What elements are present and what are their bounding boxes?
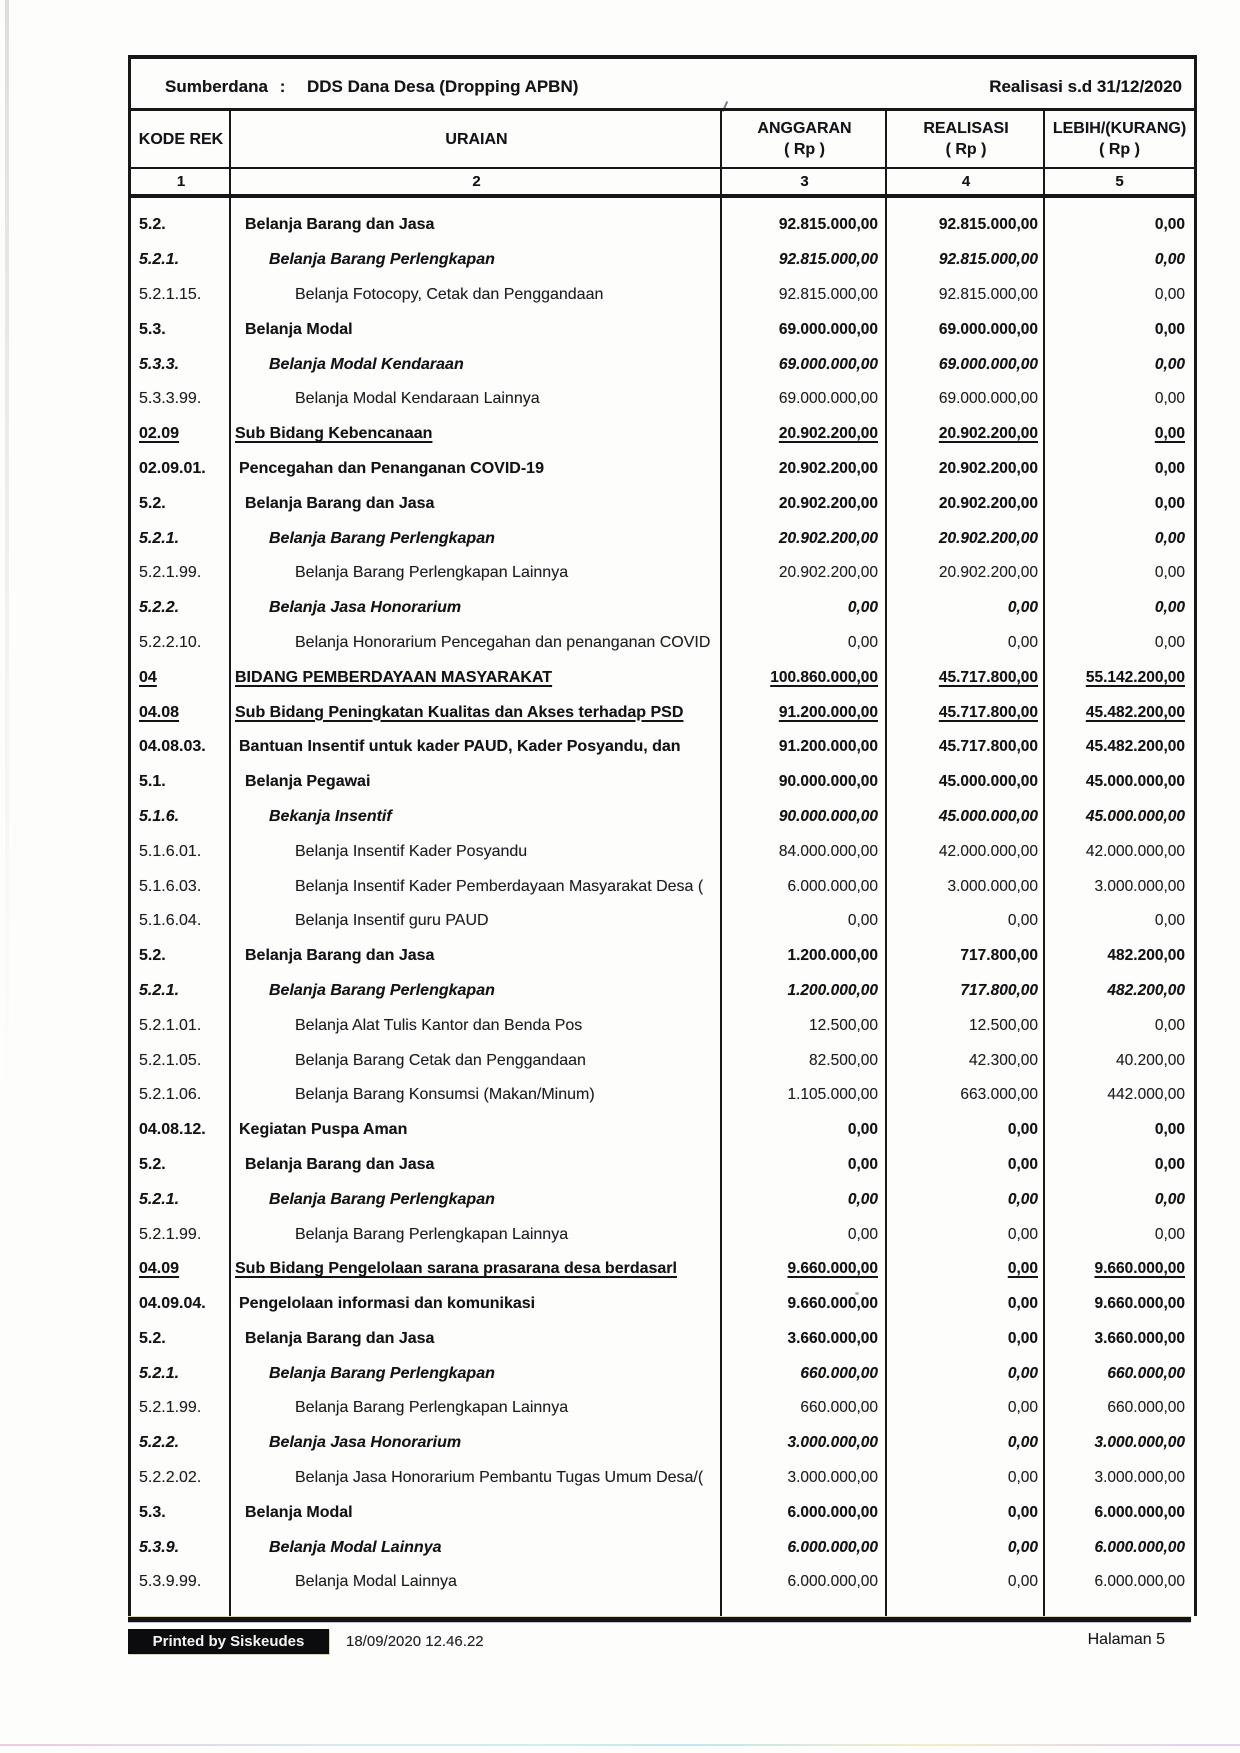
uraian-cell: BIDANG PEMBERDAYAAN MASYARAKAT [235, 668, 553, 686]
kode-rek-cell: 5.2.1. [139, 1364, 180, 1382]
realisasi-cell: 0,00 [1007, 1399, 1038, 1417]
lebih-kurang-cell: 0,00 [1154, 564, 1185, 582]
table-row [131, 208, 1194, 243]
uraian-cell: Pencegahan dan Penanganan COVID-19 [239, 459, 544, 477]
anggaran-cell: 92.815.000,00 [778, 285, 878, 303]
realisasi-cell: 20.902.200,00 [938, 494, 1038, 512]
table-row [131, 417, 1194, 452]
uraian-cell: Belanja Barang Perlengkapan [269, 1364, 495, 1382]
kode-rek-cell: 5.2. [139, 1329, 166, 1347]
anggaran-cell: 84.000.000,00 [778, 842, 878, 860]
realisasi-cell: 45.000.000,00 [938, 773, 1038, 791]
lebih-kurang-cell: 660.000,00 [1107, 1399, 1185, 1417]
table-row [131, 556, 1194, 591]
kode-rek-cell: 5.2.1. [139, 1190, 180, 1208]
lebih-kurang-cell: 0,00 [1154, 912, 1185, 930]
column-number: 1 [176, 173, 186, 190]
realisasi-cell: 3.000.000,00 [947, 877, 1038, 895]
kode-rek-cell: 04.08 [139, 703, 180, 721]
anggaran-cell: 3.000.000,00 [787, 1434, 878, 1452]
lebih-kurang-cell: 0,00 [1154, 633, 1185, 651]
column-divider [720, 111, 722, 167]
kode-rek-cell: 04.08.12. [139, 1121, 206, 1139]
table-row [131, 1391, 1194, 1426]
realisasi-cell: 0,00 [1007, 1503, 1038, 1521]
lebih-kurang-cell: 0,00 [1154, 216, 1185, 234]
realisasi-cell: 45.717.800,00 [938, 738, 1038, 756]
kode-rek-cell: 5.3. [139, 320, 166, 338]
lebih-kurang-cell: 0,00 [1154, 425, 1185, 443]
realisasi-cell: 0,00 [1007, 1155, 1038, 1173]
anggaran-cell: 0,00 [847, 1190, 878, 1208]
column-divider [229, 111, 231, 167]
uraian-cell: Belanja Barang dan Jasa [245, 947, 435, 965]
realisasi-cell: 20.902.200,00 [938, 425, 1038, 443]
table-row [131, 1043, 1194, 1078]
kode-rek-cell: 5.2.1.99. [139, 1225, 202, 1243]
table-row [131, 800, 1194, 835]
kode-rek-cell: 5.1.6.03. [139, 877, 202, 895]
anggaran-cell: 100.860.000,00 [770, 668, 878, 686]
realisasi-cell: 20.902.200,00 [938, 564, 1038, 582]
kode-rek-cell: 5.2.1.06. [139, 1086, 202, 1104]
uraian-cell: Belanja Jasa Honorarium [269, 599, 462, 617]
lebih-kurang-cell: 0,00 [1154, 1155, 1185, 1173]
table-body [128, 198, 1197, 1616]
uraian-cell: Belanja Barang Perlengkapan Lainnya [295, 1225, 569, 1243]
table-row [131, 974, 1194, 1009]
column-header-anggaran: ANGGARAN ( Rp ) [757, 120, 852, 158]
table-row [131, 1530, 1194, 1565]
table-row [131, 1356, 1194, 1391]
footer-divider-rule [128, 1617, 1191, 1622]
kode-rek-cell: 5.3.3.99. [139, 390, 202, 408]
realisasi-cell: 69.000.000,00 [938, 355, 1038, 373]
lebih-kurang-cell: 9.660.000,00 [1094, 1260, 1185, 1278]
anggaran-cell: 3.000.000,00 [787, 1469, 878, 1487]
kode-rek-cell: 5.2.2.10. [139, 633, 202, 651]
anggaran-cell: 82.500,00 [809, 1051, 878, 1069]
table-row [131, 1008, 1194, 1043]
lebih-kurang-cell: 40.200,00 [1116, 1051, 1185, 1069]
table-body-rows [131, 208, 1194, 1600]
realisasi-cell: 12.500,00 [969, 1016, 1038, 1034]
realisasi-cell: 0,00 [1007, 1538, 1038, 1556]
realisasi-cell: 92.815.000,00 [938, 216, 1038, 234]
anggaran-cell: 69.000.000,00 [778, 390, 878, 408]
lebih-kurang-cell: 45.482.200,00 [1085, 738, 1185, 756]
uraian-cell: Belanja Jasa Honorarium [269, 1434, 462, 1452]
uraian-cell: Belanja Modal Kendaraan [269, 355, 464, 373]
table-row [131, 591, 1194, 626]
kode-rek-cell: 04.09 [139, 1260, 180, 1278]
uraian-cell: Belanja Insentif guru PAUD [295, 912, 489, 930]
realisasi-cell: 0,00 [1007, 599, 1038, 617]
lebih-kurang-cell: 0,00 [1154, 1190, 1185, 1208]
kode-rek-cell: 5.2.1.01. [139, 1016, 202, 1034]
lebih-kurang-cell: 42.000.000,00 [1085, 842, 1185, 860]
lebih-kurang-cell: 0,00 [1154, 459, 1185, 477]
uraian-cell: Bantuan Insentif untuk kader PAUD, Kader Posyandu, dan [239, 738, 681, 756]
column-divider [1043, 111, 1045, 167]
uraian-cell: Belanja Barang Perlengkapan [269, 981, 495, 999]
anggaran-cell: 20.902.200,00 [778, 564, 878, 582]
table-row [131, 1148, 1194, 1183]
realisasi-cell: 20.902.200,00 [938, 529, 1038, 547]
uraian-cell: Belanja Modal [245, 320, 353, 338]
anggaran-cell: 69.000.000,00 [778, 320, 878, 338]
realisasi-cell: 0,00 [1007, 912, 1038, 930]
anggaran-cell: 6.000.000,00 [787, 1503, 878, 1521]
realisasi-cell: 45.717.800,00 [938, 703, 1038, 721]
table-row [131, 1182, 1194, 1217]
uraian-cell: Sub Bidang Pengelolaan sarana prasarana desa berdasarl [235, 1260, 677, 1278]
lebih-kurang-cell: 0,00 [1154, 1121, 1185, 1139]
lebih-kurang-cell: 3.000.000,00 [1094, 1469, 1185, 1487]
realisasi-cell: 69.000.000,00 [938, 390, 1038, 408]
lebih-kurang-cell: 3.000.000,00 [1094, 877, 1185, 895]
lebih-kurang-cell: 0,00 [1154, 1225, 1185, 1243]
anggaran-cell: 1.200.000,00 [787, 947, 878, 965]
kode-rek-cell: 02.09.01. [139, 459, 206, 477]
kode-rek-cell: 5.2. [139, 216, 166, 234]
table-row [131, 1495, 1194, 1530]
kode-rek-cell: 5.3.3. [139, 355, 180, 373]
column-number-band [128, 169, 1197, 198]
column-header-realisasi: REALISASI ( Rp ) [923, 120, 1009, 158]
kode-rek-cell: 5.1.6.01. [139, 842, 202, 860]
lebih-kurang-cell: 55.142.200,00 [1085, 668, 1185, 686]
kode-rek-cell: 5.2. [139, 494, 166, 512]
kode-rek-cell: 5.2.1.15. [139, 285, 202, 303]
uraian-cell: Belanja Barang dan Jasa [245, 494, 435, 512]
realisasi-cell: 717.800,00 [960, 947, 1038, 965]
kode-rek-cell: 5.2.2. [139, 599, 180, 617]
lebih-kurang-cell: 660.000,00 [1107, 1364, 1185, 1382]
realisasi-cell: 663.000,00 [960, 1086, 1038, 1104]
uraian-cell: Belanja Honorarium Pencegahan dan penanganan COVID [295, 633, 711, 651]
kode-rek-cell: 5.1.6.04. [139, 912, 202, 930]
lebih-kurang-cell: 45.482.200,00 [1085, 703, 1185, 721]
table-row [131, 904, 1194, 939]
table-row [131, 660, 1194, 695]
lebih-kurang-cell: 0,00 [1154, 1016, 1185, 1034]
realisasi-cell: 0,00 [1007, 1121, 1038, 1139]
uraian-cell: Belanja Modal Lainnya [295, 1573, 457, 1591]
lebih-kurang-cell: 482.200,00 [1107, 981, 1185, 999]
table-row [131, 1322, 1194, 1357]
table-row [131, 382, 1194, 417]
table-row [131, 1426, 1194, 1461]
kode-rek-cell: 5.2.1. [139, 251, 180, 269]
kode-rek-cell: 02.09 [139, 425, 180, 443]
uraian-cell: Bekanja Insentif [269, 807, 392, 825]
realisasi-cell: 42.300,00 [969, 1051, 1038, 1069]
anggaran-cell: 0,00 [847, 1155, 878, 1173]
lebih-kurang-cell: 6.000.000,00 [1094, 1573, 1185, 1591]
uraian-cell: Belanja Barang dan Jasa [245, 1155, 435, 1173]
scan-edge-artifact [5, 0, 9, 1100]
anggaran-cell: 92.815.000,00 [778, 216, 878, 234]
uraian-cell: Belanja Barang Konsumsi (Makan/Minum) [295, 1086, 595, 1104]
sumberdana-label: Sumberdana : [165, 77, 286, 96]
realisasi-cell: 0,00 [1007, 1364, 1038, 1382]
lebih-kurang-cell: 0,00 [1154, 355, 1185, 373]
realisasi-cell: 69.000.000,00 [938, 320, 1038, 338]
table-row [131, 243, 1194, 278]
column-header-kode-rek: KODE REK [138, 130, 224, 148]
uraian-cell: Belanja Modal Kendaraan Lainnya [295, 390, 540, 408]
column-divider [229, 169, 231, 194]
lebih-kurang-cell: 0,00 [1154, 529, 1185, 547]
anggaran-cell: 91.200.000,00 [778, 703, 878, 721]
anggaran-cell: 6.000.000,00 [787, 1538, 878, 1556]
kode-rek-cell: 5.2.1. [139, 981, 180, 999]
anggaran-cell: 6.000.000,00 [787, 877, 878, 895]
realisasi-cell: 92.815.000,00 [938, 251, 1038, 269]
kode-rek-cell: 5.2.1.05. [139, 1051, 202, 1069]
realisasi-cell: 0,00 [1007, 1225, 1038, 1243]
table-row [131, 486, 1194, 521]
uraian-cell: Kegiatan Puspa Aman [239, 1121, 408, 1139]
realisasi-cell: 0,00 [1007, 1260, 1038, 1278]
uraian-cell: Belanja Barang Perlengkapan Lainnya [295, 564, 569, 582]
uraian-cell: Belanja Barang Perlengkapan [269, 1190, 495, 1208]
realisasi-cell: 0,00 [1007, 1190, 1038, 1208]
column-header-uraian: URAIAN [445, 130, 508, 148]
kode-rek-cell: 5.2.2.02. [139, 1469, 202, 1487]
uraian-cell: Sub Bidang Peningkatan Kualitas dan Akses terhadap PSD [235, 703, 684, 721]
uraian-cell: Belanja Barang Perlengkapan [269, 251, 495, 269]
anggaran-cell: 20.902.200,00 [778, 494, 878, 512]
lebih-kurang-cell: 0,00 [1154, 320, 1185, 338]
anggaran-cell: 12.500,00 [809, 1016, 878, 1034]
uraian-cell: Belanja Insentif Kader Posyandu [295, 842, 528, 860]
column-divider [1043, 169, 1045, 194]
anggaran-cell: 660.000,00 [800, 1399, 878, 1417]
uraian-cell: Pengelolaan informasi dan komunikasi [239, 1295, 536, 1313]
realisasi-cell: 0,00 [1007, 1329, 1038, 1347]
uraian-cell: Belanja Barang Perlengkapan Lainnya [295, 1399, 569, 1417]
lebih-kurang-cell: 0,00 [1154, 390, 1185, 408]
kode-rek-cell: 5.2. [139, 947, 166, 965]
kode-rek-cell: 5.1. [139, 773, 166, 791]
column-header-lebih-kurang: LEBIH/(KURANG) ( Rp ) [1052, 120, 1187, 158]
uraian-cell: Belanja Fotocopy, Cetak dan Penggandaan [295, 285, 604, 303]
lebih-kurang-cell: 0,00 [1154, 494, 1185, 512]
realisasi-cell: 717.800,00 [960, 981, 1038, 999]
table-row [131, 1461, 1194, 1496]
anggaran-cell: 1.105.000,00 [787, 1086, 878, 1104]
anggaran-cell: 90.000.000,00 [778, 773, 878, 791]
lebih-kurang-cell: 482.200,00 [1107, 947, 1185, 965]
anggaran-cell: 92.815.000,00 [778, 251, 878, 269]
table-row [131, 834, 1194, 869]
table-row [131, 695, 1194, 730]
column-divider [885, 169, 887, 194]
kode-rek-cell: 5.3. [139, 1503, 166, 1521]
kode-rek-cell: 04 [139, 668, 157, 686]
kode-rek-cell: 5.1.6. [139, 807, 180, 825]
table-row [131, 1287, 1194, 1322]
uraian-cell: Belanja Barang dan Jasa [245, 216, 435, 234]
column-number: 5 [1115, 173, 1124, 190]
lebih-kurang-cell: 3.660.000,00 [1094, 1329, 1185, 1347]
table-row [131, 939, 1194, 974]
table-row [131, 1217, 1194, 1252]
anggaran-cell: 9.660.000,00 [787, 1260, 878, 1278]
column-number: 2 [472, 173, 481, 190]
lebih-kurang-cell: 6.000.000,00 [1094, 1503, 1185, 1521]
anggaran-cell: 20.902.200,00 [778, 459, 878, 477]
table-row [131, 312, 1194, 347]
uraian-cell: Belanja Modal Lainnya [269, 1538, 442, 1556]
uraian-cell: Belanja Barang dan Jasa [245, 1329, 435, 1347]
table-title-band [128, 55, 1197, 111]
sumberdana-value: DDS Dana Desa (Dropping APBN) [307, 77, 579, 96]
uraian-cell: Belanja Jasa Honorarium Pembantu Tugas Umum Desa/( [295, 1469, 704, 1487]
kode-rek-cell: 5.2.2. [139, 1434, 180, 1452]
kode-rek-cell: 5.2.1.99. [139, 564, 202, 582]
table-row [131, 765, 1194, 800]
anggaran-cell: 9.660.000,00 [787, 1295, 878, 1313]
lebih-kurang-cell: 45.000.000,00 [1085, 773, 1185, 791]
table-row [131, 626, 1194, 661]
realisasi-cell: 0,00 [1007, 1469, 1038, 1487]
lebih-kurang-cell: 6.000.000,00 [1094, 1538, 1185, 1556]
anggaran-cell: 20.902.200,00 [778, 529, 878, 547]
uraian-cell: Belanja Barang Cetak dan Penggandaan [295, 1051, 586, 1069]
printed-by-badge: Printed by Siskeudes [128, 1629, 329, 1654]
print-timestamp: 18/09/2020 12.46.22 [346, 1633, 484, 1650]
realisasi-period-label: Realisasi s.d 31/12/2020 [989, 77, 1182, 96]
anggaran-cell: 0,00 [847, 633, 878, 651]
lebih-kurang-cell: 0,00 [1154, 285, 1185, 303]
realisasi-cell: 0,00 [1007, 1573, 1038, 1591]
lebih-kurang-cell: 442.000,00 [1107, 1086, 1185, 1104]
anggaran-cell: 6.000.000,00 [787, 1573, 878, 1591]
anggaran-cell: 69.000.000,00 [778, 355, 878, 373]
anggaran-cell: 20.902.200,00 [778, 425, 878, 443]
anggaran-cell: 0,00 [847, 599, 878, 617]
table-row [131, 869, 1194, 904]
table-row [131, 1565, 1194, 1600]
uraian-cell: Belanja Pegawai [245, 773, 371, 791]
anggaran-cell: 0,00 [847, 912, 878, 930]
table-row [131, 278, 1194, 313]
uraian-cell: Belanja Modal [245, 1503, 353, 1521]
realisasi-cell: 45.717.800,00 [938, 668, 1038, 686]
kode-rek-cell: 04.08.03. [139, 738, 206, 756]
realisasi-cell: 0,00 [1007, 1434, 1038, 1452]
table-row [131, 1078, 1194, 1113]
anggaran-cell: 90.000.000,00 [778, 807, 878, 825]
lebih-kurang-cell: 0,00 [1154, 251, 1185, 269]
lebih-kurang-cell: 0,00 [1154, 599, 1185, 617]
table-row [131, 730, 1194, 765]
anggaran-cell: 660.000,00 [800, 1364, 878, 1382]
anggaran-cell: 91.200.000,00 [778, 738, 878, 756]
anggaran-cell: 3.660.000,00 [787, 1329, 878, 1347]
column-divider [720, 169, 722, 194]
table-row [131, 347, 1194, 382]
uraian-cell: Sub Bidang Kebencanaan [235, 425, 433, 443]
kode-rek-cell: 04.09.04. [139, 1295, 206, 1313]
kode-rek-cell: 5.2. [139, 1155, 166, 1173]
budget-realization-table [128, 55, 1197, 1616]
uraian-cell: Belanja Alat Tulis Kantor dan Benda Pos [295, 1016, 583, 1034]
lebih-kurang-cell: 3.000.000,00 [1094, 1434, 1185, 1452]
anggaran-cell: 0,00 [847, 1121, 878, 1139]
realisasi-cell: 92.815.000,00 [938, 285, 1038, 303]
kode-rek-cell: 5.3.9. [139, 1538, 180, 1556]
lebih-kurang-cell: 45.000.000,00 [1085, 807, 1185, 825]
column-number: 3 [800, 173, 809, 190]
uraian-cell: Belanja Barang Perlengkapan [269, 529, 495, 547]
kode-rek-cell: 5.2.1.99. [139, 1399, 202, 1417]
column-header-band [128, 111, 1197, 169]
realisasi-cell: 20.902.200,00 [938, 459, 1038, 477]
realisasi-cell: 0,00 [1007, 633, 1038, 651]
page-number-label: Halaman 5 [1087, 1631, 1165, 1648]
lebih-kurang-cell: 9.660.000,00 [1094, 1295, 1185, 1313]
table-row [131, 1113, 1194, 1148]
anggaran-cell: 0,00 [847, 1225, 878, 1243]
realisasi-cell: 45.000.000,00 [938, 807, 1038, 825]
kode-rek-cell: 5.2.1. [139, 529, 180, 547]
table-row [131, 452, 1194, 487]
realisasi-cell: 42.000.000,00 [938, 842, 1038, 860]
column-divider [885, 111, 887, 167]
column-number: 4 [961, 173, 971, 190]
realisasi-cell: 0,00 [1007, 1295, 1038, 1313]
kode-rek-cell: 5.3.9.99. [139, 1573, 202, 1591]
scan-bottom-edge-artifact [0, 1744, 1240, 1746]
table-row [131, 1252, 1194, 1287]
uraian-cell: Belanja Insentif Kader Pemberdayaan Masyarakat Desa ( [295, 877, 704, 895]
anggaran-cell: 1.200.000,00 [787, 981, 878, 999]
table-row [131, 521, 1194, 556]
